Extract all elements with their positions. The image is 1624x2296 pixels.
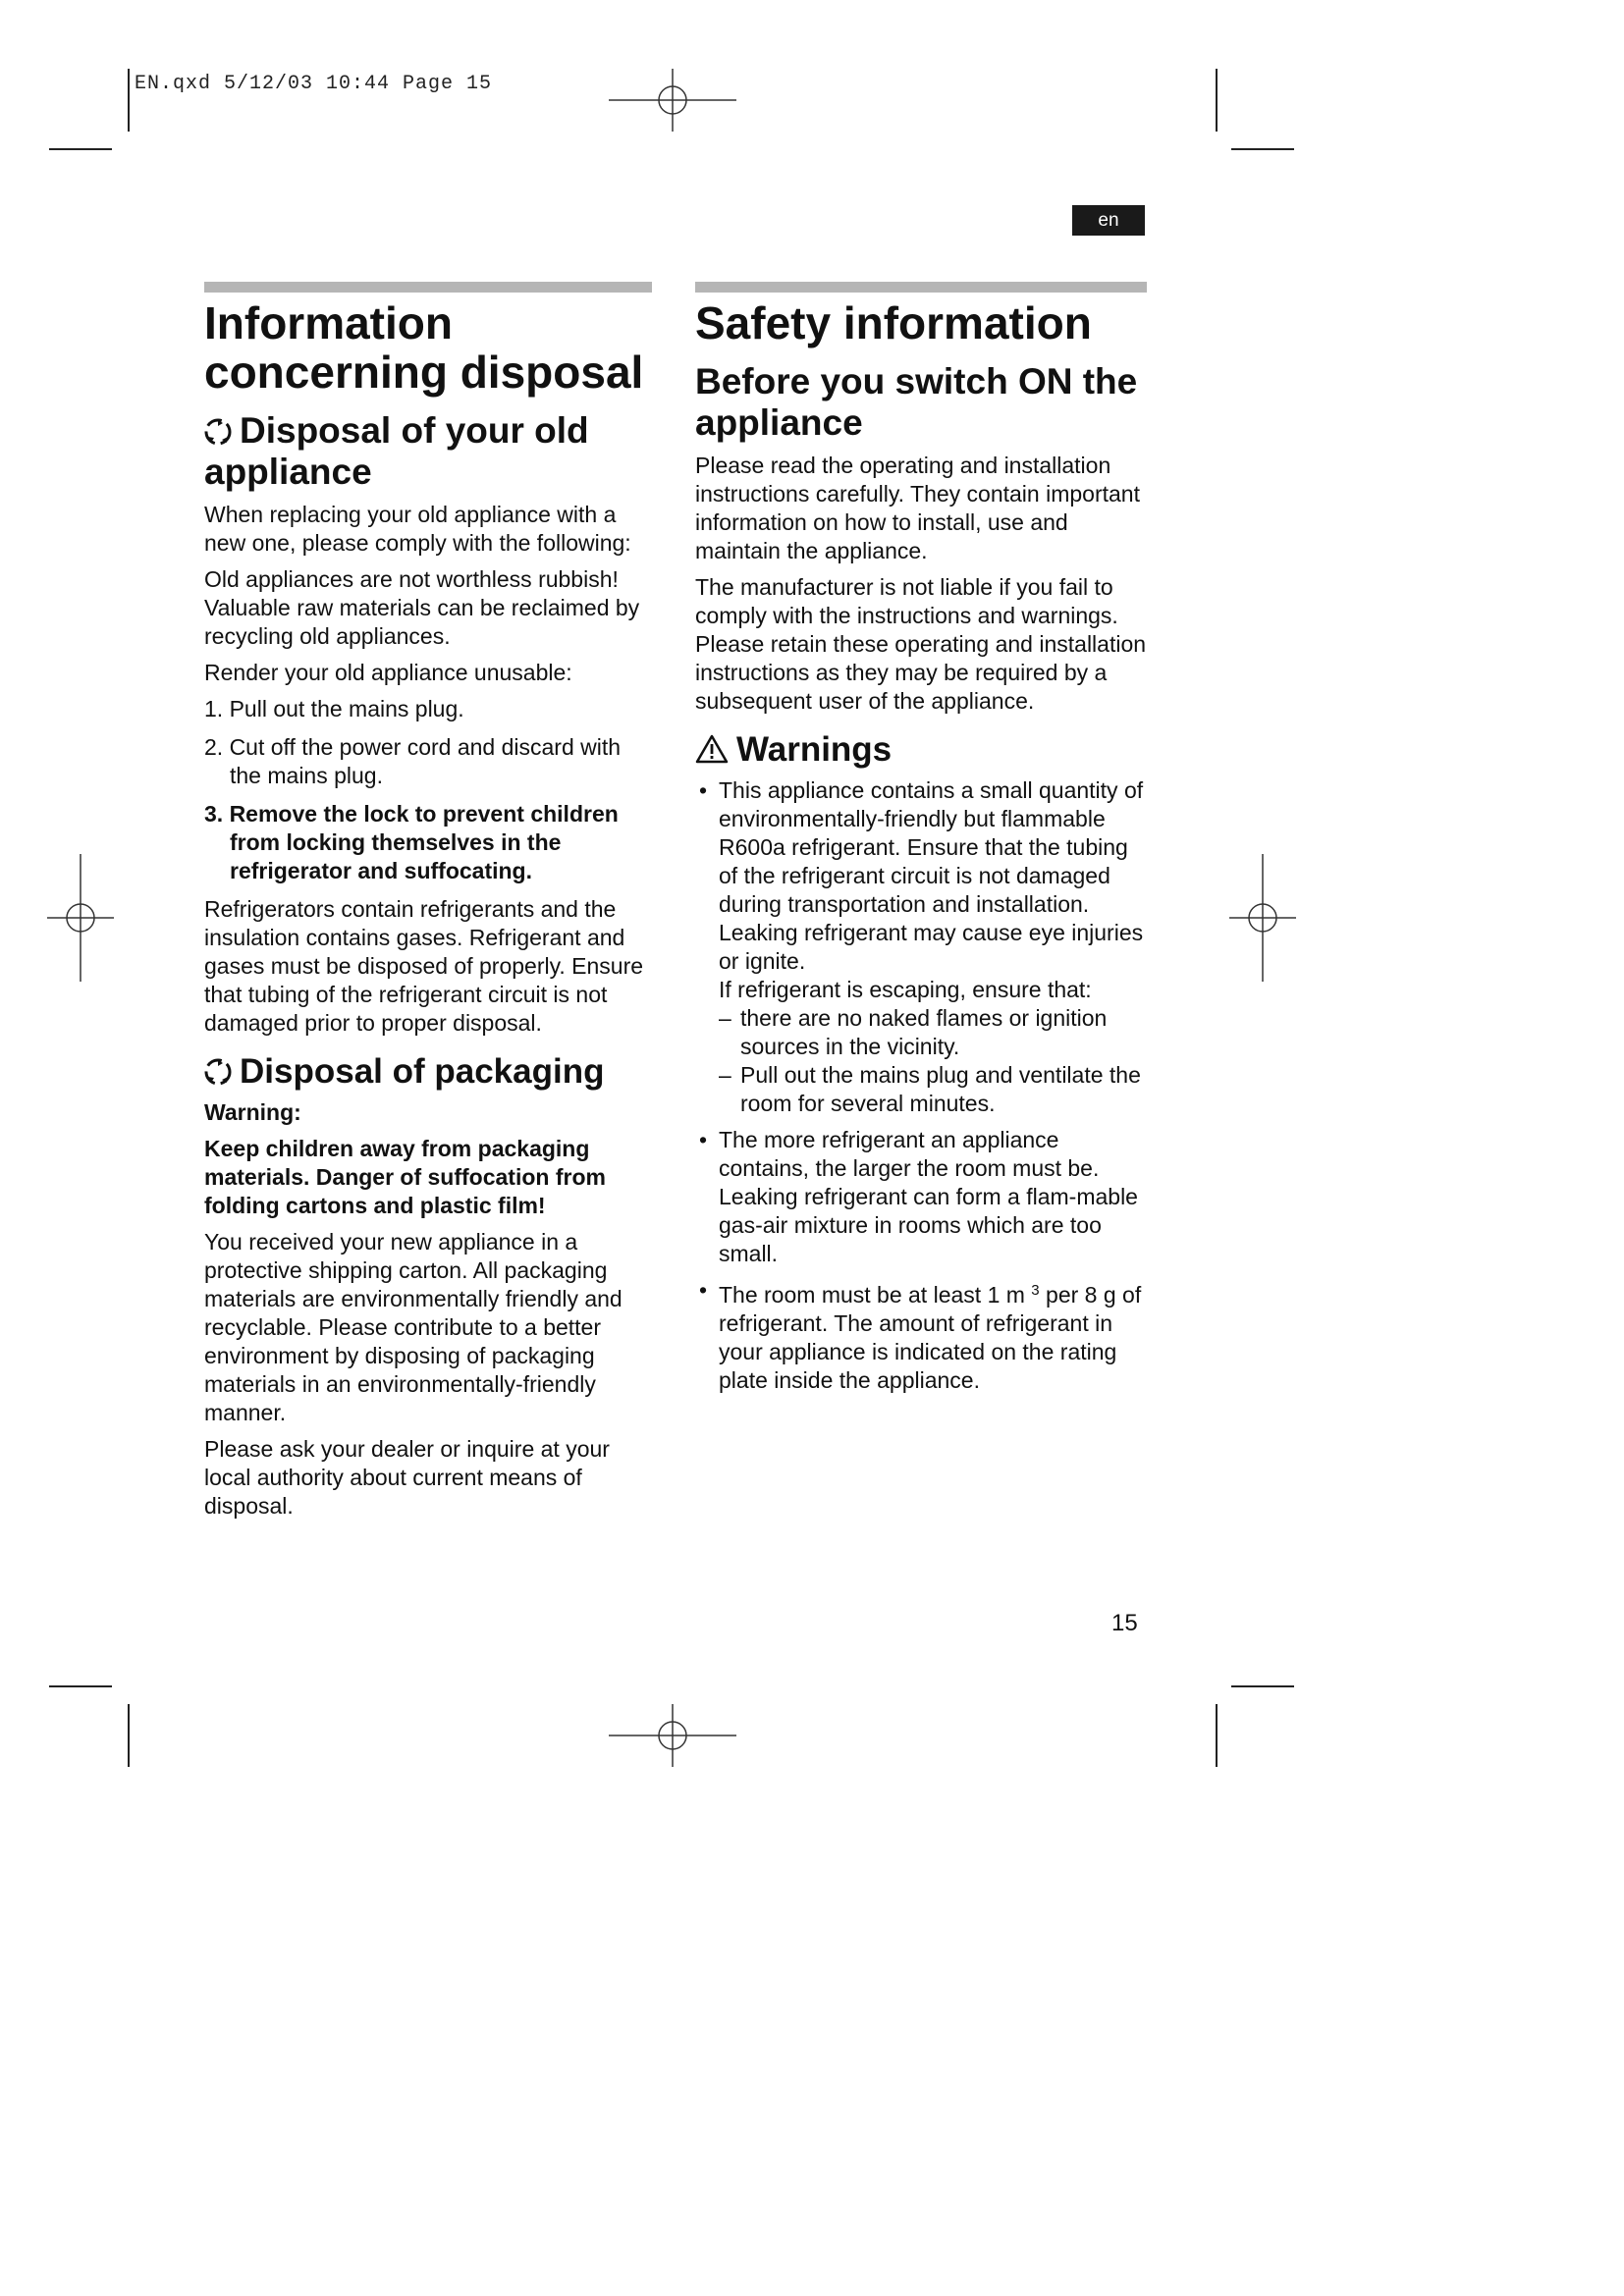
crop-mark	[1231, 148, 1294, 150]
warning-sublist	[719, 1004, 1147, 1118]
before-switch-on-heading: Before you switch ON the appliance	[695, 361, 1138, 443]
disposal-column	[204, 282, 652, 1528]
superscript: 3	[1031, 1282, 1040, 1299]
paragraph: Please ask your dealer or inquire at your local authority about current means of disposal.	[204, 1436, 610, 1519]
recycle-icon	[204, 418, 232, 446]
warning-item-text: per 8 g of refrigerant. The amount of refrigerant in your appliance is indicated on the rating plate inside the appliance.	[719, 1282, 1142, 1393]
list-item: 1. Pull out the mains plug.	[204, 696, 464, 721]
print-slug: EN.qxd 5/12/03 10:44 Page 15	[135, 73, 493, 95]
language-badge: en	[1072, 205, 1145, 236]
warning-item-followup: If refrigerant is escaping, ensure that:	[719, 977, 1092, 1002]
list-item: – Pull out the mains plug and ventilate the room for several minutes.	[719, 1061, 1147, 1118]
warning-text: Keep children away from packaging materials. Danger of suffocation from folding cartons and plastic film!	[204, 1136, 606, 1218]
paragraph: Refrigerators contain refrigerants and the insulation contains gases. Refrigerant and gases must be disposed of properly. Ensure that tubing of the refrigerant circuit is not damaged prior to proper disposal.	[204, 896, 644, 1036]
crop-mark	[49, 1685, 112, 1687]
old-appliance-heading-text: Disposal of your old appliance	[204, 410, 589, 492]
warning-item-text: This appliance contains a small quantity of environmentally-friendly but flammable R600a refrigerant. Ensure that the tubing of the refrigerant circuit is not damaged during transportation and installation. Leaking refrigerant may cause eye injuries or ignite.	[719, 777, 1144, 974]
warnings-heading-text: Warnings	[736, 730, 893, 769]
list-item: 2. Cut off the power cord and discard with the mains plug.	[204, 734, 622, 788]
list-item: – there are no naked flames or ignition sources in the vicinity.	[719, 1004, 1147, 1061]
registration-mark-bottom	[609, 1704, 736, 1767]
page-number: 15	[1111, 1610, 1138, 1636]
registration-mark-right	[1229, 854, 1296, 982]
paragraph: Please read the operating and installation instructions carefully. They contain important information on how to install, use and maintain the appliance.	[695, 453, 1140, 563]
crop-mark	[1216, 1704, 1218, 1767]
safety-title: Safety information	[695, 297, 1092, 348]
registration-mark-left	[47, 854, 114, 982]
warning-label: Warning:	[204, 1099, 301, 1125]
list-item: • The more refrigerant an appliance contains, the larger the room must be. Leaking refrigerant can form a flam-mable gas-air mixture in rooms which are too small.	[695, 1126, 1147, 1268]
packaging-heading	[204, 1051, 652, 1093]
warnings-list	[695, 776, 1147, 1395]
crop-mark	[128, 69, 130, 132]
recycle-icon	[204, 1058, 232, 1086]
list-item: 3. Remove the lock to prevent children from locking themselves in the refrigerator and suffocating.	[204, 801, 619, 883]
paragraph: Old appliances are not worthless rubbish! Valuable raw materials can be reclaimed by recycling old appliances.	[204, 566, 640, 649]
crop-mark	[128, 1704, 130, 1767]
paragraph: You received your new appliance in a protective shipping carton. All packaging materials are environmentally friendly and recyclable. Please contribute to a better environment by disposing of packaging materials in an environmentally-friendly manner.	[204, 1229, 623, 1425]
list-item	[695, 776, 1147, 1118]
warnings-heading	[695, 729, 1147, 771]
disposal-steps	[204, 695, 652, 885]
safety-column	[695, 282, 1147, 1403]
warning-item-text: The room must be at least 1 m	[719, 1282, 1025, 1308]
paragraph: Render your old appliance unusable:	[204, 660, 572, 685]
paragraph: When replacing your old appliance with a new one, please comply with the following:	[204, 502, 631, 556]
column-rule	[695, 282, 1147, 293]
registration-mark-top	[609, 69, 736, 132]
disposal-title: Information concerning disposal	[204, 297, 644, 398]
packaging-heading-text: Disposal of packaging	[240, 1052, 605, 1091]
paragraph: The manufacturer is not liable if you fail to comply with the instructions and warnings. Please retain these operating and installation instructions as they may be required by a subsequent user of the appliance.	[695, 574, 1147, 714]
old-appliance-heading	[204, 410, 652, 493]
crop-mark	[1231, 1685, 1294, 1687]
list-item	[695, 1276, 1147, 1395]
crop-mark	[49, 148, 112, 150]
column-rule	[204, 282, 652, 293]
warning-icon	[695, 734, 729, 764]
crop-mark	[1216, 69, 1218, 132]
